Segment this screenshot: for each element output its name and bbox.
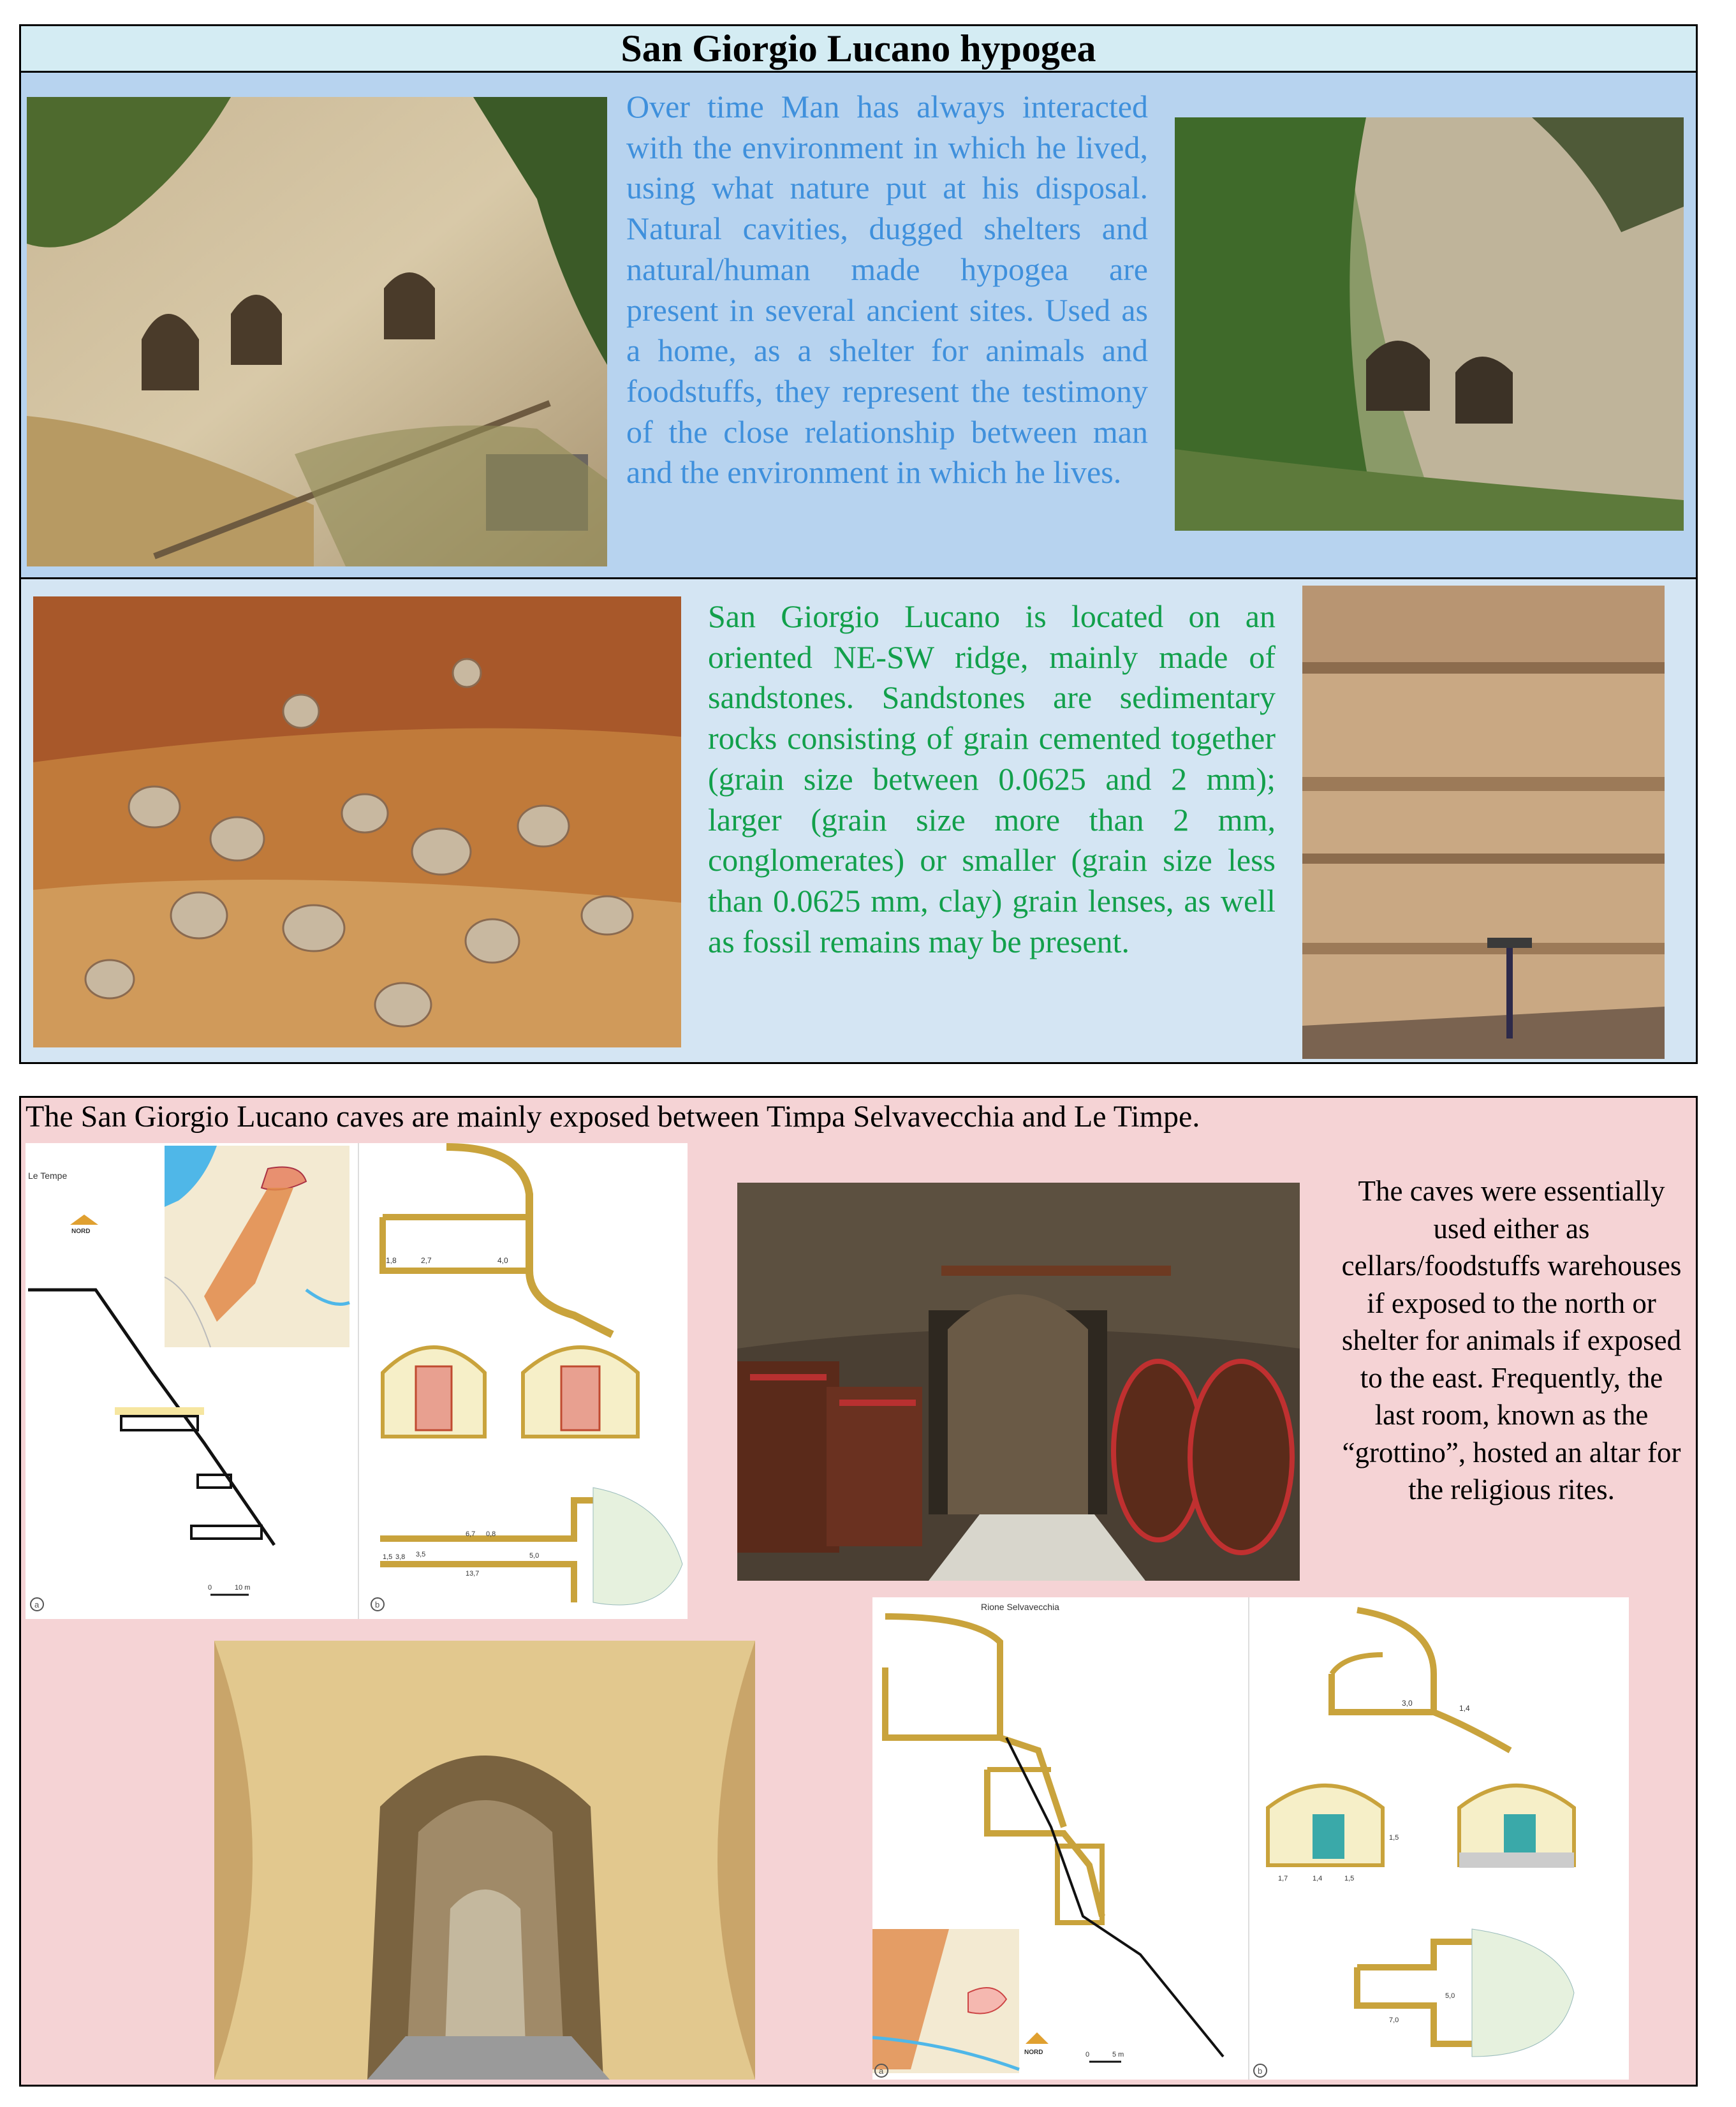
- dim-plan-2: 3,8: [395, 1553, 406, 1561]
- page-title-text: San Giorgio Lucano hypogea: [621, 27, 1096, 70]
- dim-plan-4: 6,7: [466, 1530, 476, 1538]
- le-tempe-cave-diagram: [26, 1143, 688, 1619]
- dim-section-2: 2,7: [421, 1256, 432, 1265]
- rione-scale-start: 0: [1085, 2051, 1090, 2059]
- rione-dim-front-1: 1,7: [1278, 1875, 1288, 1882]
- panel-b-label: b: [375, 1600, 380, 1609]
- sandstone-wall-photo: [1302, 586, 1665, 1059]
- geology-text: San Giorgio Lucano is located on an oriented NE-SW ridge, mainly made of sandstones. Sandstones are sedimentary rocks consisting of grain cemented together (grain size between 0.0625 and 2 mm); larger (grain size more than 2 mm, conglomerates) or smaller (grain size less than 0.0625 mm, clay) grain lenses, as well as fossil remains may be present.: [708, 598, 1276, 959]
- caves-caption: The San Giorgio Lucano caves are mainly exposed between Timpa Selvavecchia and Le Timpe.: [26, 1100, 1200, 1134]
- scale-start: 0: [208, 1584, 212, 1592]
- le-tempe-label: Le Tempe: [28, 1171, 68, 1181]
- rione-dim-plan-1: 5,0: [1445, 1992, 1455, 2000]
- rione-panel-a: a: [879, 2066, 884, 2076]
- dim-plan-7: 13,7: [466, 1570, 480, 1578]
- dim-plan-5: 0,8: [486, 1530, 496, 1538]
- dim-section-1: 1,8: [386, 1256, 397, 1265]
- dim-section-3: 4,0: [497, 1256, 508, 1265]
- rione-dim-section-2: 1,4: [1459, 1704, 1470, 1713]
- tunnel-photo: [214, 1641, 755, 2080]
- rione-dim-section-1: 3,0: [1402, 1699, 1413, 1708]
- wine-cellar-photo: [737, 1183, 1300, 1581]
- north-arrow-label: NORD: [71, 1228, 91, 1235]
- panel-a-label: a: [34, 1600, 40, 1609]
- rione-panel-b: b: [1258, 2066, 1263, 2076]
- rione-north-label: NORD: [1024, 2049, 1043, 2056]
- scale-end: 10 m: [235, 1584, 251, 1592]
- page-title: [19, 24, 1698, 73]
- dim-plan-1: 1,5: [383, 1553, 393, 1561]
- rione-dim-front-3: 1,5: [1344, 1875, 1355, 1882]
- rione-dim-front-2: 1,4: [1313, 1875, 1323, 1882]
- rione-label: Rione Selvavecchia: [981, 1602, 1059, 1612]
- usage-text: The caves were essentially used either as cellars/foodstuffs warehouses if exposed to the north or shelter for animals if exposed to the east. Frequently, the last room, known as the “grottino”, hosted an altar for the religious rites.: [1341, 1175, 1682, 1505]
- dim-plan-3: 3,5: [416, 1551, 426, 1558]
- intro-text: Over time Man has always interacted with the environment in which he lived, using what nature put at his disposal. Natural cavities, dugged shelters and natural/human made hypogea are present in several ancient sites. Used as a home, as a shelter for animals and foodstuffs, they represent the testimony of the close relationship between man and the environment in which he lives.: [626, 89, 1148, 491]
- fossil-sandstone-photo: [33, 596, 681, 1047]
- vegetation-cliff-photo: [1175, 117, 1684, 531]
- rione-dim-plan-2: 7,0: [1389, 2016, 1399, 2024]
- dim-plan-6: 5,0: [529, 1552, 540, 1560]
- rione-selvavecchia-cave-diagram: [872, 1597, 1629, 2080]
- rione-scale-end: 5 m: [1112, 2051, 1124, 2059]
- cliff-caves-photo: [27, 97, 607, 566]
- rione-dim-front-4: 1,5: [1389, 1834, 1399, 1842]
